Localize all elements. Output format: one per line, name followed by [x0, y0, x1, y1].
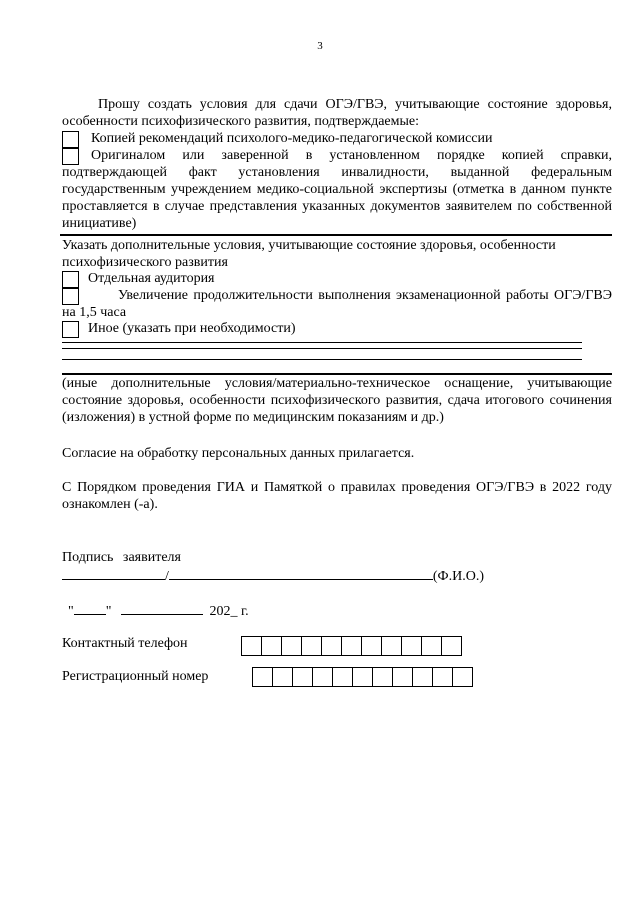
- digit-cell[interactable]: [241, 636, 262, 656]
- option-extended-time-label: Увеличение продолжительности выполнения экзаменационной работы ОГЭ/ГВЭ на 1,5 часа: [62, 288, 612, 320]
- fio-input[interactable]: [169, 565, 433, 580]
- option-other-label: Иное (указать при необходимости): [88, 321, 296, 336]
- digit-cell[interactable]: [392, 667, 413, 687]
- digit-cell[interactable]: [352, 667, 373, 687]
- digit-cell[interactable]: [292, 667, 313, 687]
- date-open-quote: ": [68, 604, 74, 619]
- digit-cell[interactable]: [372, 667, 393, 687]
- day-input[interactable]: [74, 600, 106, 615]
- digit-cell[interactable]: [452, 667, 473, 687]
- additional-conditions-heading: Указать дополнительные условия, учитывающие состояние здоровья, особенности психофизического развития: [62, 238, 556, 270]
- digit-cell[interactable]: [401, 636, 422, 656]
- digit-cell[interactable]: [272, 667, 293, 687]
- other-input-line-2[interactable]: [62, 348, 582, 349]
- digit-cell[interactable]: [432, 667, 453, 687]
- digit-cell[interactable]: [261, 636, 282, 656]
- checkbox-other[interactable]: [62, 321, 79, 338]
- checkbox-pmpk-copy[interactable]: [62, 131, 79, 148]
- checkbox-separate-room[interactable]: [62, 271, 79, 288]
- signature-label: Подпись заявителя: [62, 550, 181, 565]
- digit-cell[interactable]: [341, 636, 362, 656]
- digit-cell[interactable]: [301, 636, 322, 656]
- contact-phone-label: Контактный телефон: [62, 636, 188, 651]
- section-divider: [60, 234, 612, 236]
- option-pmpk-copy-label: Копией рекомендаций психолого-медико-педагогической комиссии: [91, 131, 493, 146]
- additional-conditions-note: (иные дополнительные условия/материально-техническое оснащение, учитывающие состояние здоровья, особенности психофизического развития, сдача итогового сочинения (изложения) в устной форме по медицинским показаниям и др.): [62, 376, 612, 425]
- signature-slash: /: [165, 569, 169, 584]
- digit-cell[interactable]: [321, 636, 342, 656]
- option-separate-room-label: Отдельная аудитория: [88, 271, 215, 286]
- digit-cell[interactable]: [361, 636, 382, 656]
- digit-cell[interactable]: [312, 667, 333, 687]
- registration-number-cells[interactable]: [252, 667, 473, 687]
- other-input-line-1[interactable]: [62, 342, 582, 343]
- digit-cell[interactable]: [412, 667, 433, 687]
- registration-number-label: Регистрационный номер: [62, 669, 209, 684]
- page-number: 3: [317, 40, 323, 52]
- digit-cell[interactable]: [281, 636, 302, 656]
- option-disability-certificate-label: Оригиналом или заверенной в установленном порядке копией справки, подтверждающей факт установления инвалидности, выданной федеральным государственным учреждением медико-социальной экспертизы (отметка в данном пункте проставляется в случае представления указанных документов заявителем по собственной инициативе): [62, 148, 612, 231]
- consent-text: Согласие на обработку персональных данных прилагается.: [62, 446, 415, 461]
- date-year: 202_ г.: [209, 604, 249, 619]
- digit-cell[interactable]: [332, 667, 353, 687]
- month-input[interactable]: [121, 600, 203, 615]
- other-input-line-3[interactable]: [62, 359, 582, 360]
- contact-phone-cells[interactable]: [241, 636, 462, 656]
- date-row: [68, 600, 249, 620]
- signature-line-row: [62, 565, 484, 585]
- date-close-quote: ": [105, 604, 112, 619]
- digit-cell[interactable]: [381, 636, 402, 656]
- procedure-acknowledgement: С Порядком проведения ГИА и Памяткой о правилах проведения ОГЭ/ГВЭ в 2022 году ознакомлен (-а).: [62, 480, 612, 512]
- fio-caption: (Ф.И.О.): [432, 569, 484, 584]
- signature-input[interactable]: [62, 565, 165, 580]
- digit-cell[interactable]: [252, 667, 273, 687]
- intro-paragraph: Прошу создать условия для сдачи ОГЭ/ГВЭ, учитывающие состояние здоровья, особенности психофизического развития, подтверждаемые:: [62, 97, 612, 129]
- digit-cell[interactable]: [441, 636, 462, 656]
- digit-cell[interactable]: [421, 636, 442, 656]
